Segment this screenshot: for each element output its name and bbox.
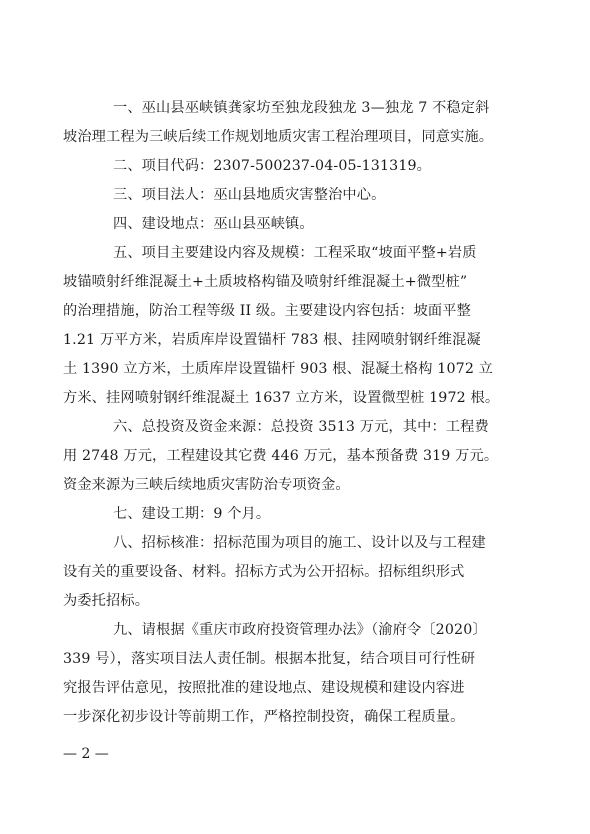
text-line: 七、建设工期：9 个月。: [113, 506, 271, 522]
text-line: 为委托招标。: [63, 593, 150, 609]
text-line: 一、巫山县巫峡镇龚家坊至独龙段独龙 3—独龙 7 不稳定斜: [113, 100, 490, 116]
text-line: 八、招标核准：招标范围为项目的施工、设计以及与工程建: [113, 535, 486, 551]
text-line: 1.21 万平方米，岩质库岸设置锚杆 783 根、挂网喷射钢纤维混凝: [63, 332, 481, 348]
text-line: 339 号），落实项目法人责任制。根据本批复，结合项目可行性研: [63, 651, 476, 667]
text-line: 三、项目法人：巫山县地质灾害整治中心。: [113, 187, 386, 203]
text-line: 一步深化初步设计等前期工作，严格控制投资，确保工程质量。: [63, 709, 465, 725]
text-line: 方米、挂网喷射钢纤维混凝土 1637 立方米，设置微型桩 1972 根。: [63, 390, 500, 406]
text-line: 九、请根据《重庆市政府投资管理办法》（渝府令〔2020〕: [113, 622, 487, 638]
text-line: 的治理措施，防治工程等级 II 级。主要建设内容包括：坡面平整: [63, 303, 471, 319]
text-line: 设有关的重要设备、材料。招标方式为公开招标。招标组织形式: [63, 564, 465, 580]
text-line: 坡治理工程为三峡后续工作规划地质灾害工程治理项目，同意实施。: [63, 129, 494, 145]
text-line: 土 1390 立方米，土质库岸设置锚杆 903 根、混凝土格构 1072 立: [63, 361, 493, 377]
text-line: 六、总投资及资金来源：总投资 3513 万元，其中：工程费: [113, 419, 489, 435]
text-line: 资金来源为三峡后续地质灾害防治专项资金。: [63, 477, 350, 493]
text-line: 四、建设地点：巫山县巫峡镇。: [113, 216, 314, 232]
text-line: 二、项目代码：2307-500237-04-05-131319。: [113, 158, 432, 174]
text-line: 坡锚喷射纤维混凝土+土质坡格构锚及喷射纤维混凝土+微型桩”: [63, 274, 468, 290]
page-number: — 2 —: [63, 746, 109, 762]
text-line: 用 2748 万元，工程建设其它费 446 万元，基本预备费 319 万元。: [63, 448, 499, 464]
text-line: 究报告评估意见，按照批准的建设地点、建设规模和建设内容进: [63, 680, 465, 696]
text-line: 五、项目主要建设内容及规模：工程采取“坡面平整+岩质: [113, 245, 477, 261]
